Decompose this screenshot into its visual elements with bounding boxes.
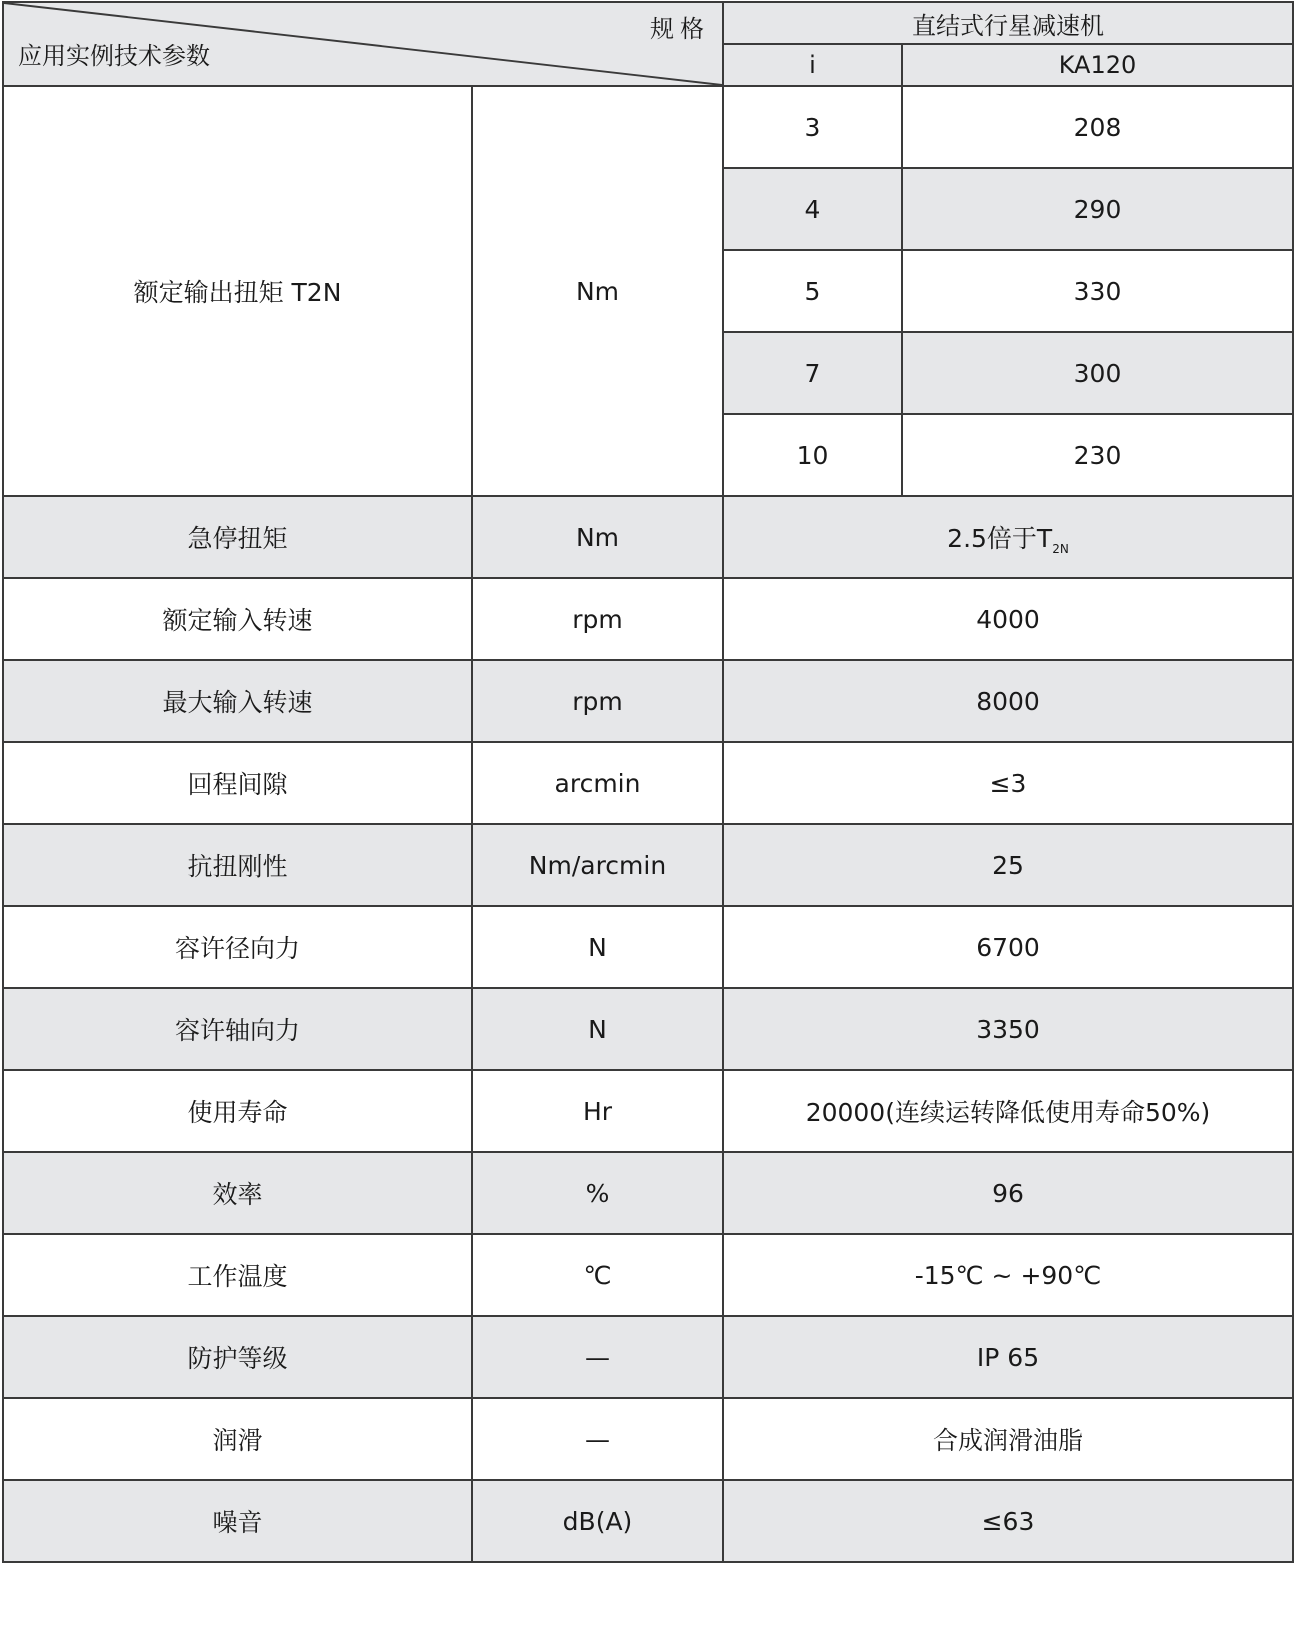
torque-label: 额定输出扭矩 T2N <box>3 86 472 496</box>
param-value: ≤3 <box>723 742 1293 824</box>
ratio-cell: 10 <box>723 414 902 496</box>
param-label: 噪音 <box>3 1480 472 1562</box>
param-label: 容许轴向力 <box>3 988 472 1070</box>
table-row <box>3 1316 1293 1398</box>
table-row <box>3 1234 1293 1316</box>
param-value: 96 <box>723 1152 1293 1234</box>
param-label: 使用寿命 <box>3 1070 472 1152</box>
param-label: 防护等级 <box>3 1316 472 1398</box>
param-label: 润滑 <box>3 1398 472 1480</box>
torque-value-cell: 208 <box>902 86 1293 168</box>
table-row <box>3 660 1293 742</box>
table-row <box>3 86 1293 168</box>
params-label: 应用实例技术参数 <box>18 42 210 70</box>
param-value: 8000 <box>723 660 1293 742</box>
param-unit: — <box>472 1398 723 1480</box>
param-value: 合成润滑油脂 <box>723 1398 1293 1480</box>
param-unit: dB(A) <box>472 1480 723 1562</box>
param-unit: Hr <box>472 1070 723 1152</box>
param-unit: — <box>472 1316 723 1398</box>
param-label: 额定输入转速 <box>3 578 472 660</box>
ratio-cell: 7 <box>723 332 902 414</box>
table-row <box>3 988 1293 1070</box>
param-value: 25 <box>723 824 1293 906</box>
table-row <box>3 824 1293 906</box>
param-unit: ℃ <box>472 1234 723 1316</box>
param-label: 回程间隙 <box>3 742 472 824</box>
table-row <box>3 578 1293 660</box>
torque-value-cell: 290 <box>902 168 1293 250</box>
param-unit: N <box>472 906 723 988</box>
spec-table <box>2 1 1294 1563</box>
model-header: KA120 <box>902 44 1293 86</box>
param-label: 工作温度 <box>3 1234 472 1316</box>
table-row <box>3 1070 1293 1152</box>
param-label: 最大输入转速 <box>3 660 472 742</box>
torque-value-cell: 300 <box>902 332 1293 414</box>
emergency-value-text: 2.5倍于T <box>947 523 1053 553</box>
param-value: 20000(连续运转降低使用寿命50%) <box>723 1070 1293 1152</box>
product-title: 直结式行星减速机 <box>723 2 1293 44</box>
param-unit: rpm <box>472 660 723 742</box>
param-value: 6700 <box>723 906 1293 988</box>
param-rows <box>3 578 1293 1562</box>
ratio-cell: 5 <box>723 250 902 332</box>
param-value: 3350 <box>723 988 1293 1070</box>
param-unit: Nm/arcmin <box>472 824 723 906</box>
param-label: 效率 <box>3 1152 472 1234</box>
table-row <box>3 1398 1293 1480</box>
table-row <box>3 496 1293 578</box>
ratio-header: i <box>723 44 902 86</box>
param-unit: N <box>472 988 723 1070</box>
param-unit: arcmin <box>472 742 723 824</box>
param-label: 容许径向力 <box>3 906 472 988</box>
table-row <box>3 742 1293 824</box>
header-row-1 <box>3 2 1293 44</box>
param-value: IP 65 <box>723 1316 1293 1398</box>
param-unit: % <box>472 1152 723 1234</box>
torque-value-cell: 230 <box>902 414 1293 496</box>
emergency-value-subscript: 2N <box>1052 541 1069 556</box>
table-row <box>3 906 1293 988</box>
ratio-cell: 3 <box>723 86 902 168</box>
param-value: -15℃ ~ +90℃ <box>723 1234 1293 1316</box>
torque-value-cell: 330 <box>902 250 1293 332</box>
param-value: 4000 <box>723 578 1293 660</box>
table-row <box>3 1480 1293 1562</box>
corner-header-cell <box>3 2 723 86</box>
param-unit: Nm <box>472 496 723 578</box>
table-row <box>3 1152 1293 1234</box>
param-label: 急停扭矩 <box>3 496 472 578</box>
spec-label: 规格 <box>650 15 710 43</box>
ratio-cell: 4 <box>723 168 902 250</box>
torque-unit: Nm <box>472 86 723 496</box>
param-unit: rpm <box>472 578 723 660</box>
param-label: 抗扭刚性 <box>3 824 472 906</box>
param-value: ≤63 <box>723 1480 1293 1562</box>
param-value <box>723 496 1293 578</box>
